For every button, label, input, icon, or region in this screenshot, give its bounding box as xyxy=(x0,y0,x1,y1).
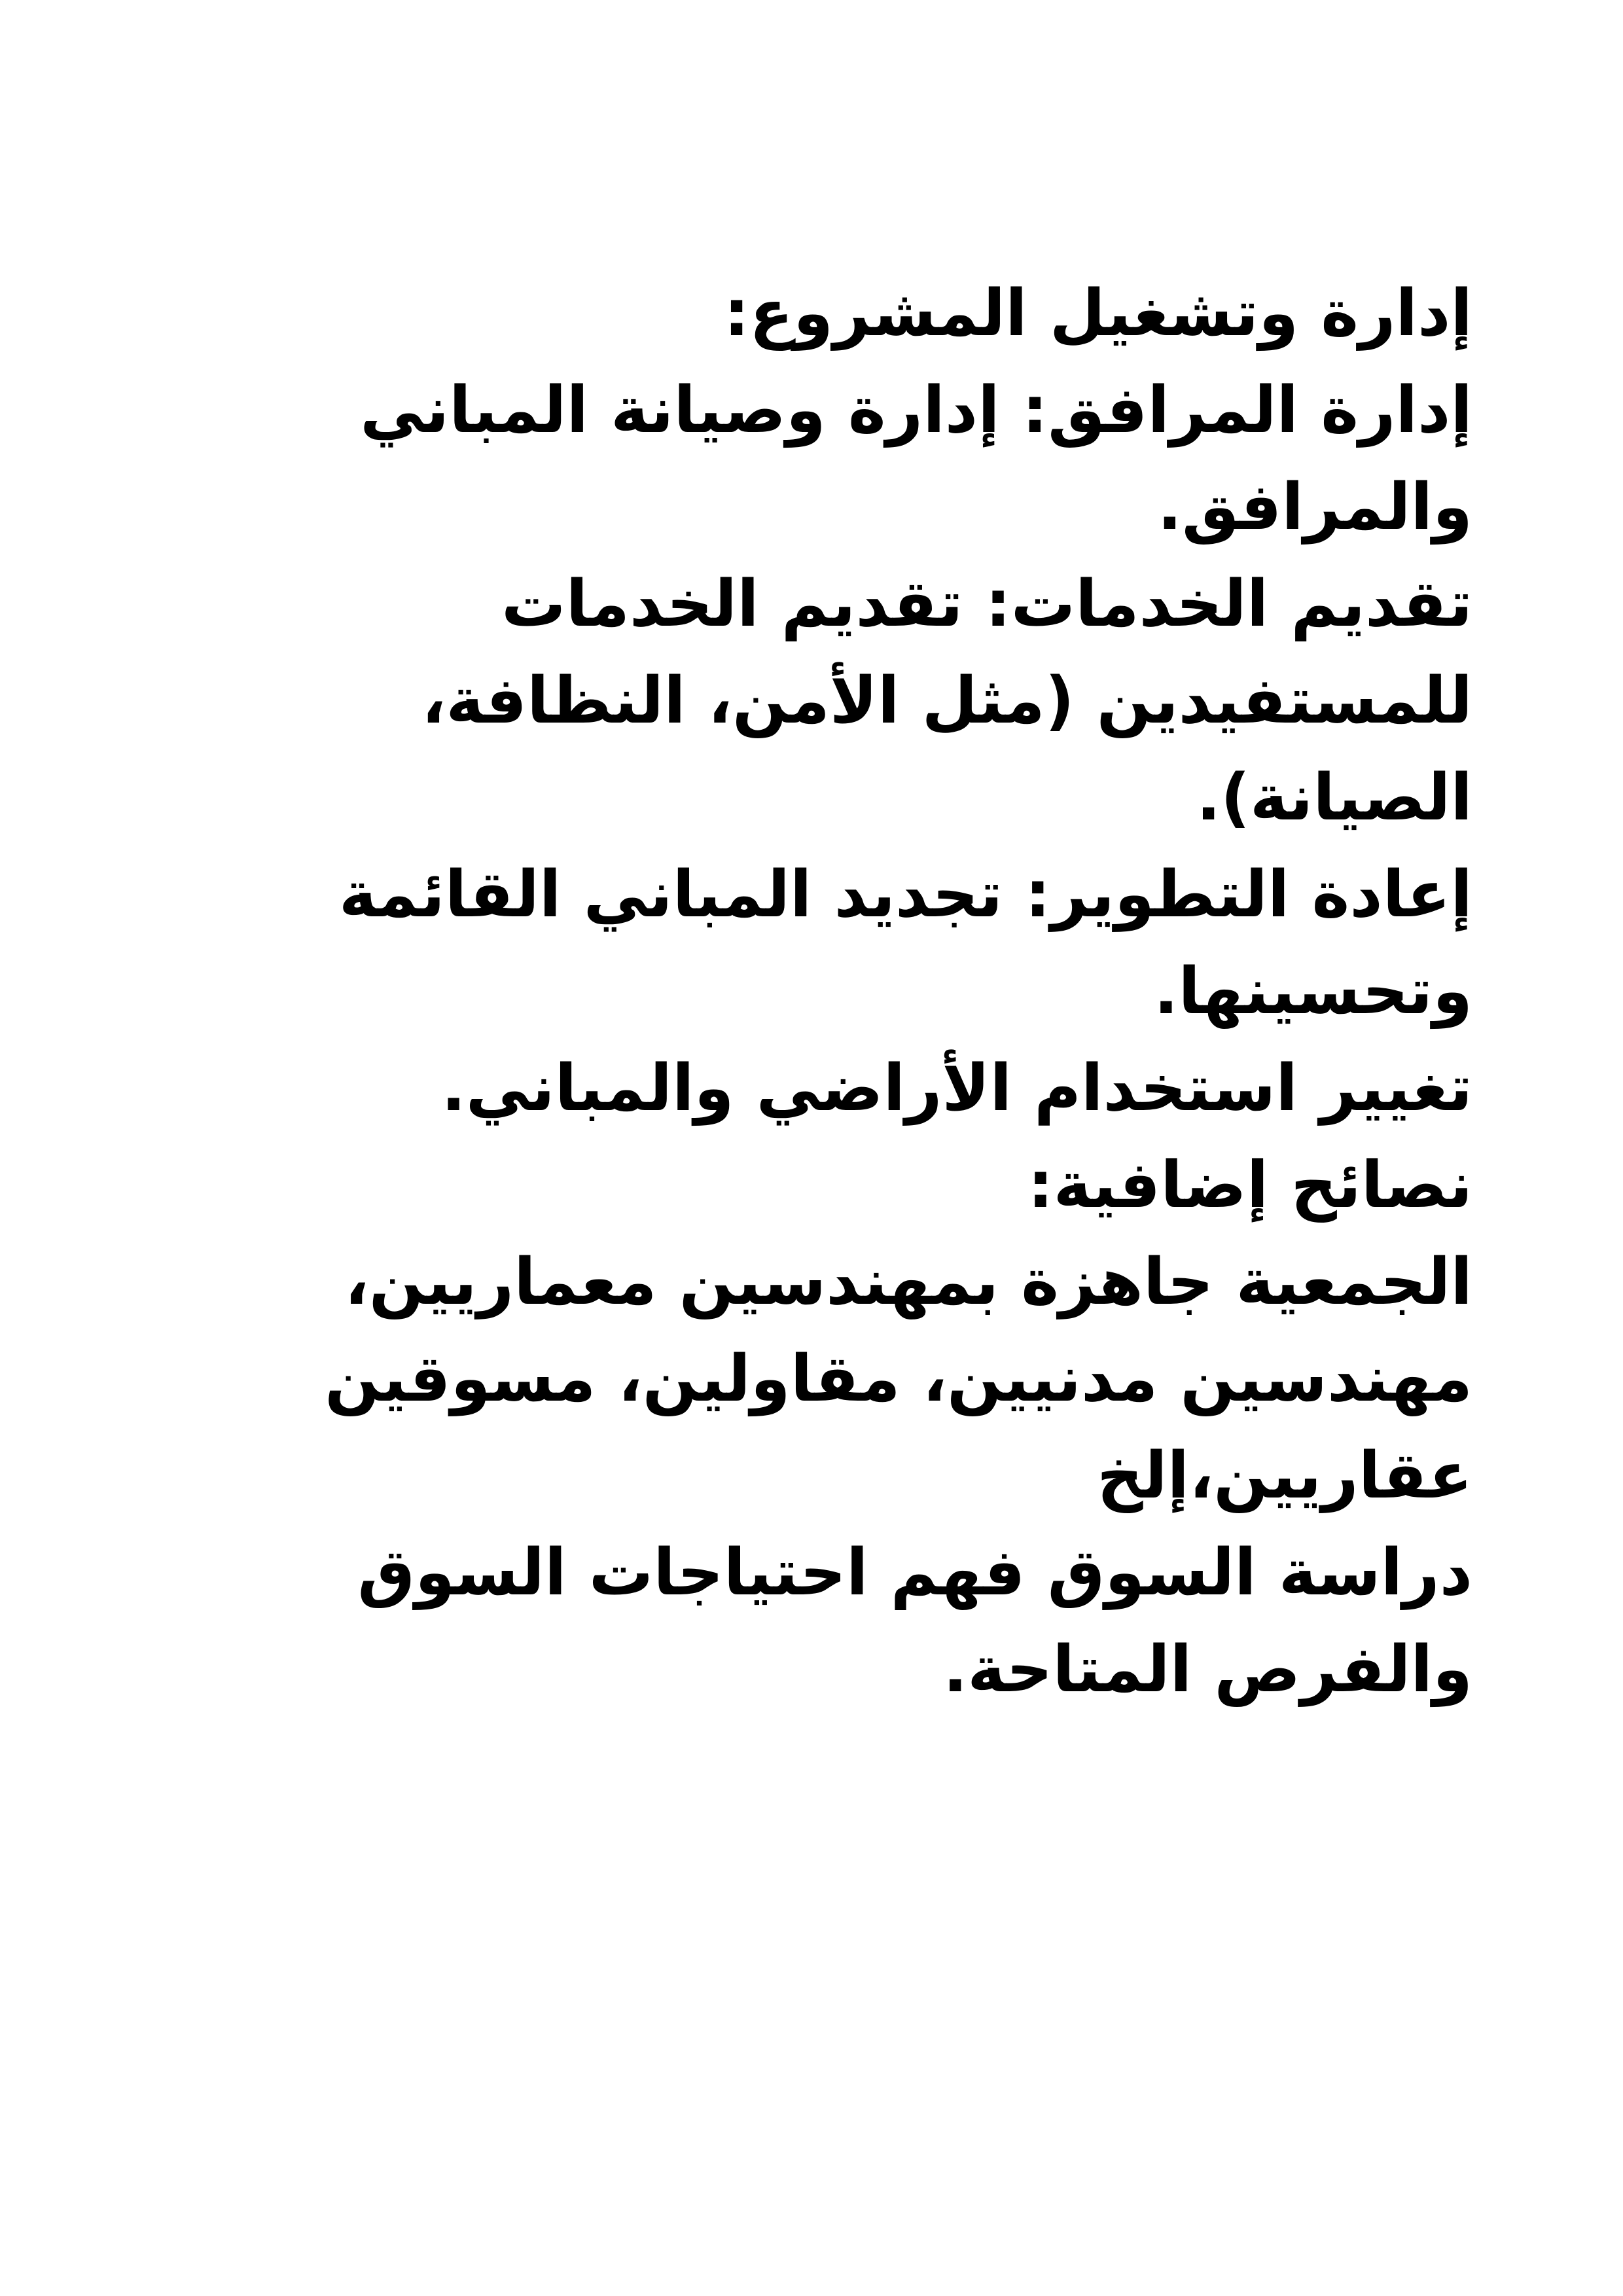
text-line: الصيانة). xyxy=(1196,761,1472,835)
text-line: إدارة المرافق: إدارة وصيانة المباني xyxy=(360,373,1472,448)
text-line: الجمعية جاهزة بمهندسين معماريين، xyxy=(344,1245,1472,1319)
text-line: مهندسين مدنيين، مقاولين، مسوقين xyxy=(325,1342,1472,1416)
text-line: دراسة السوق فهم احتياجات السوق xyxy=(357,1535,1472,1610)
text-line: وتحسينها. xyxy=(1154,954,1472,1029)
text-line: للمستفيدين (مثل الأمن، النظافة، xyxy=(421,664,1472,738)
heading-additional-tips: نصائح إضافية: xyxy=(1027,1148,1472,1223)
text-line: والفرص المتاحة. xyxy=(943,1632,1472,1707)
text-line: والمرافق. xyxy=(1157,470,1472,545)
heading-project-operation: إدارة وتشغيل المشروع: xyxy=(723,276,1472,351)
text-line: تغيير استخدام الأراضي والمباني. xyxy=(441,1051,1472,1126)
text-line: تقديم الخدمات: تقديم الخدمات xyxy=(501,567,1472,641)
body-text xyxy=(111,265,1472,1718)
text-line: عقاريين،إلخ xyxy=(1097,1439,1472,1513)
text-line: إعادة التطوير: تجديد المباني القائمة xyxy=(338,857,1472,932)
